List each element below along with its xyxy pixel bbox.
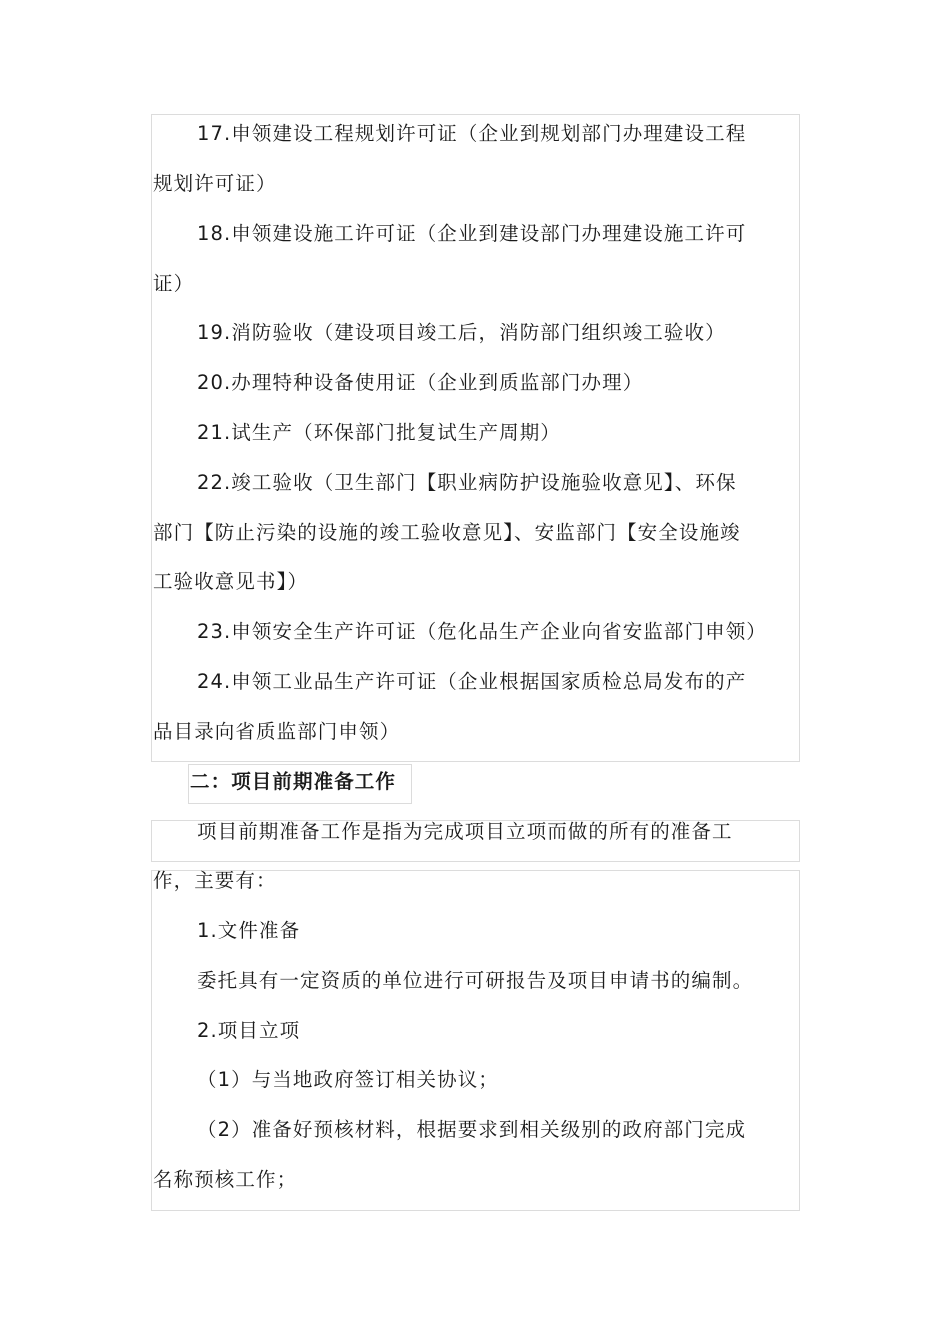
- sub2-title: 2.项目立项: [197, 1019, 301, 1042]
- sub1-text: 委托具有一定资质的单位进行可研报告及项目申请书的编制。: [197, 969, 754, 992]
- item-19: 19.消防验收（建设项目竣工后，消防部门组织竣工验收）: [197, 321, 726, 344]
- section2-intro: 项目前期准备工作是指为完成项目立项而做的所有的准备工: [197, 820, 733, 843]
- item-22-cont-2: 工验收意见书】）: [153, 570, 309, 593]
- sub2-item-2-cont: 名称预核工作；: [153, 1168, 298, 1191]
- item-18-cont: 证）: [153, 272, 195, 295]
- item-24: 24.申领工业品生产许可证（企业根据国家质检总局发布的产: [197, 670, 747, 693]
- item-20: 20.办理特种设备使用证（企业到质监部门办理）: [197, 371, 644, 394]
- item-21: 21.试生产（环保部门批复试生产周期）: [197, 421, 561, 444]
- sub1-title: 1.文件准备: [197, 919, 301, 942]
- sub2-item-1: （1）与当地政府签订相关协议；: [197, 1068, 499, 1091]
- sub2-item-2: （2）准备好预核材料，根据要求到相关级别的政府部门完成: [197, 1118, 747, 1141]
- item-23: 23.申领安全生产许可证（危化品生产企业向省安监部门申领）: [197, 620, 767, 643]
- item-22-cont-1: 部门【防止污染的设施的竣工验收意见】、安监部门【安全设施竣: [153, 521, 741, 544]
- item-18: 18.申领建设施工许可证（企业到建设部门办理建设施工许可: [197, 222, 747, 245]
- item-24-cont: 品目录向省质监部门申领）: [153, 720, 401, 743]
- item-17-cont: 规划许可证）: [153, 172, 277, 195]
- item-22: 22.竣工验收（卫生部门【职业病防护设施验收意见】、环保: [197, 471, 737, 494]
- section2-heading: 二：项目前期准备工作: [190, 770, 397, 793]
- item-17: 17.申领建设工程规划许可证（企业到规划部门办理建设工程: [197, 122, 747, 145]
- section2-intro-cont: 作，主要有：: [153, 869, 277, 892]
